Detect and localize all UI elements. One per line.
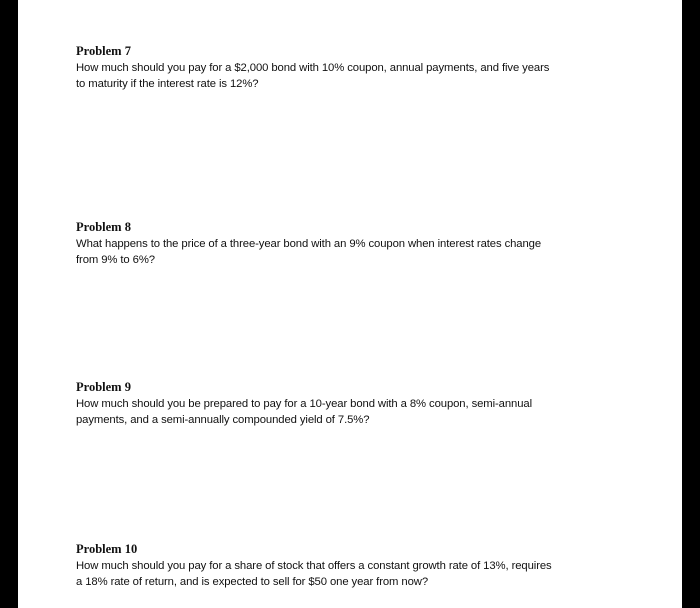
- problem-9: [76, 380, 636, 428]
- problem-text-line: a 18% rate of return, and is expected to sell for $50 one year from now?: [76, 575, 428, 588]
- problem-10: [76, 542, 636, 590]
- problem-text: [76, 237, 636, 268]
- problem-text-line: to maturity if the interest rate is 12%?: [76, 77, 259, 90]
- problem-title: Problem 7: [76, 44, 131, 58]
- document-page: [18, 0, 682, 608]
- problem-title: Problem 8: [76, 220, 131, 234]
- problem-text: [76, 559, 636, 590]
- problem-7: [76, 44, 636, 92]
- problem-title: Problem 9: [76, 380, 131, 394]
- problem-8: [76, 220, 636, 268]
- problem-text-line: What happens to the price of a three-year bond with an 9% coupon when interest rates change: [76, 238, 542, 250]
- problem-text: [76, 397, 636, 428]
- problem-title: Problem 10: [76, 542, 138, 556]
- problem-text-line: How much should you pay for a $2,000 bond with 10% coupon, annual payments, and five years: [76, 62, 550, 74]
- problem-text-line: payments, and a semi-annually compounded yield of 7.5%?: [76, 413, 370, 426]
- problem-text: [76, 61, 636, 92]
- problem-text-line: from 9% to 6%?: [76, 253, 155, 266]
- problem-text-line: How much should you be prepared to pay for a 10-year bond with a 8% coupon, semi-annual: [76, 398, 533, 410]
- problem-text-line: How much should you pay for a share of stock that offers a constant growth rate of 13%, requires: [76, 560, 552, 572]
